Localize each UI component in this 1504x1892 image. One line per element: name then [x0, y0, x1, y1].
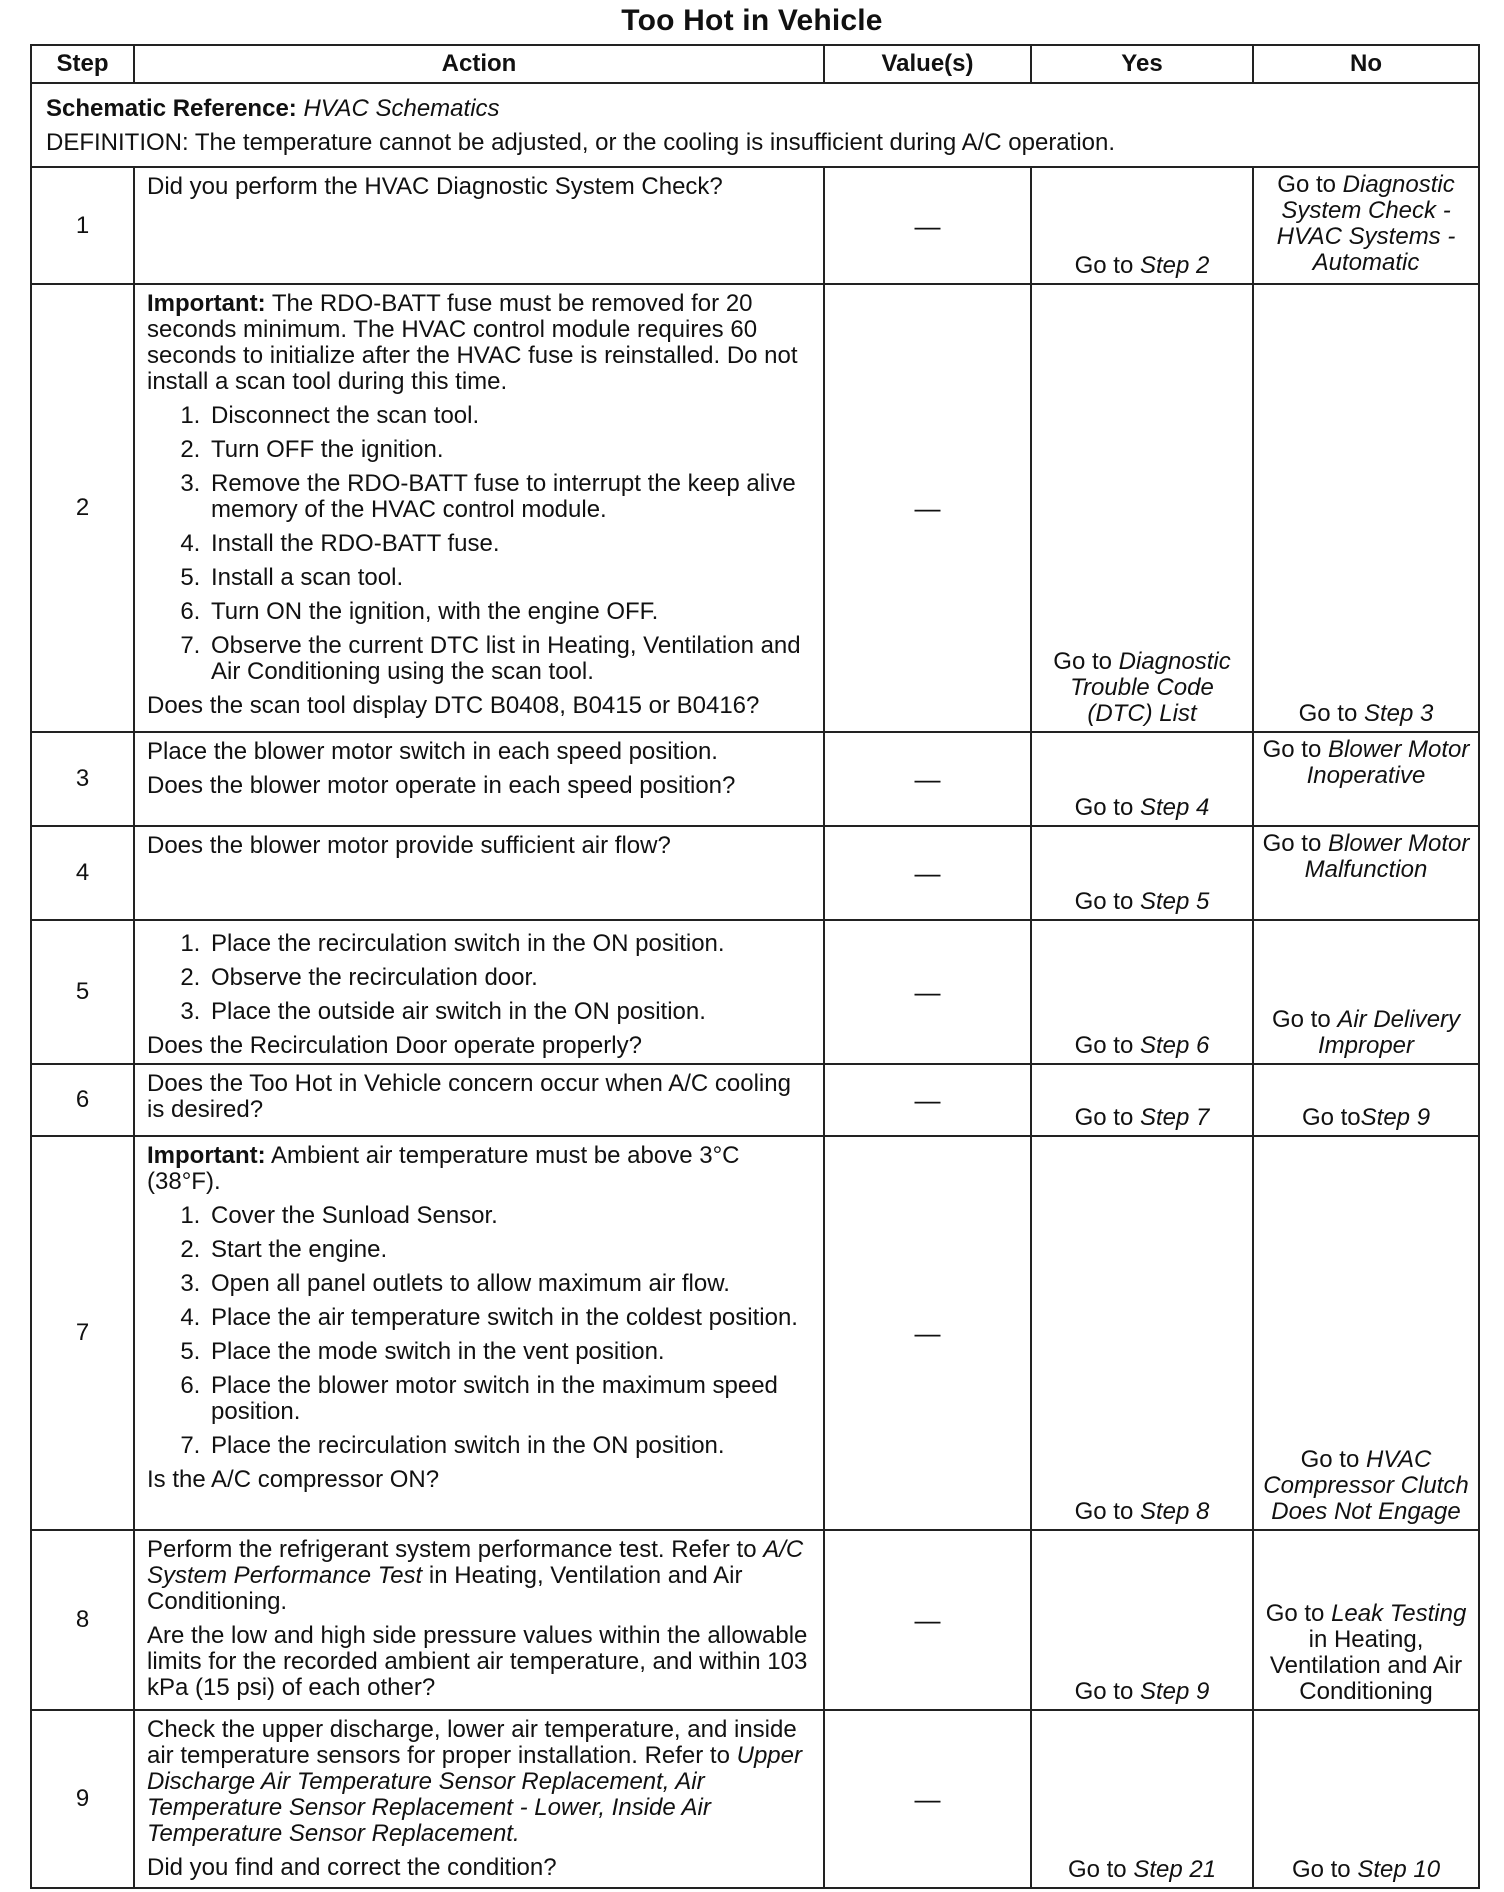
no-link[interactable]: Step 3: [1363, 700, 1434, 727]
col-header-yes: Yes: [1031, 45, 1253, 83]
no-cell: [1253, 167, 1479, 284]
step-question: Did you perform the HVAC Diagnostic System Check?: [147, 173, 723, 200]
procedure-list: [147, 931, 813, 1025]
list-item: 6. Turn ON the ignition, with the engine OFF.: [207, 599, 813, 625]
table-row: [31, 1136, 1479, 1530]
list-item: 1. Place the recirculation switch in the ON position.: [207, 931, 813, 957]
action-cell: [134, 1136, 824, 1530]
instruction-text: Check the upper discharge, lower air temperature, and inside air temperature sensors for proper installation. Refer to: [147, 1716, 797, 1769]
no-cell: [1253, 1136, 1479, 1530]
table-row: [31, 826, 1479, 920]
yes-link[interactable]: Diagnostic Trouble Code (DTC) List: [1070, 648, 1231, 727]
yes-cell: [1031, 1064, 1253, 1136]
col-header-values: Value(s): [824, 45, 1031, 83]
no-prefix: Go to: [1291, 1856, 1358, 1883]
yes-cell: [1031, 167, 1253, 284]
step-question: Are the low and high side pressure values within the allowable limits for the recorded ambient air temperature, and within 103 kPa (15 psi) of each other?: [147, 1622, 808, 1701]
schematic-reference-link[interactable]: HVAC Schematics: [303, 95, 500, 122]
no-prefix: Go to: [1271, 1006, 1338, 1033]
yes-link[interactable]: Step 8: [1139, 1498, 1210, 1525]
yes-prefix: Go to: [1074, 1678, 1140, 1705]
reference-cell: [31, 83, 1479, 167]
important-note: [147, 291, 813, 395]
no-link[interactable]: Step 9: [1360, 1104, 1431, 1131]
reference-row: [31, 83, 1479, 167]
step-question: Is the A/C compressor ON?: [147, 1466, 440, 1493]
definition-text: DEFINITION: The temperature cannot be adjusted, or the cooling is insufficient during A/C operation.: [46, 129, 1116, 156]
list-item: 1. Cover the Sunload Sensor.: [207, 1203, 813, 1229]
reference-link[interactable]: A/C System Performance Test: [147, 1536, 804, 1589]
list-item: 2. Observe the recirculation door.: [207, 965, 813, 991]
yes-prefix: Go to: [1053, 648, 1119, 675]
table-row: [31, 732, 1479, 826]
value-cell: —: [824, 1710, 1031, 1888]
no-cell: [1253, 920, 1479, 1064]
value-cell: —: [824, 167, 1031, 284]
yes-cell: [1031, 920, 1253, 1064]
table-row: [31, 1064, 1479, 1136]
step-number: 2: [31, 284, 134, 732]
header-row: [31, 45, 1479, 83]
schematic-reference-label: Schematic Reference:: [46, 95, 297, 122]
step-question: Does the blower motor operate in each speed position?: [147, 772, 736, 799]
no-prefix: Go to: [1301, 1104, 1361, 1131]
no-link[interactable]: Step 10: [1357, 1856, 1441, 1883]
action-cell: [134, 1710, 824, 1888]
no-link[interactable]: Leak Testing: [1331, 1600, 1467, 1627]
list-item: 3. Remove the RDO-BATT fuse to interrupt the keep alive memory of the HVAC control module.: [207, 471, 813, 523]
value-cell: —: [824, 920, 1031, 1064]
yes-link[interactable]: Step 6: [1139, 1032, 1210, 1059]
yes-cell: [1031, 1136, 1253, 1530]
action-cell: [134, 1064, 824, 1136]
list-item: 5. Place the mode switch in the vent position.: [207, 1339, 813, 1365]
yes-prefix: Go to: [1074, 1032, 1140, 1059]
value-cell: —: [824, 1530, 1031, 1710]
diagnostic-table: [30, 44, 1480, 1889]
action-cell: [134, 826, 824, 920]
list-item: 2. Turn OFF the ignition.: [207, 437, 813, 463]
list-item: 3. Place the outside air switch in the ON position.: [207, 999, 813, 1025]
no-cell: [1253, 1530, 1479, 1710]
step-number: 4: [31, 826, 134, 920]
list-item: 5. Install a scan tool.: [207, 565, 813, 591]
list-item: 1. Disconnect the scan tool.: [207, 403, 813, 429]
no-prefix: Go to: [1300, 1446, 1366, 1473]
no-link[interactable]: Air Delivery Improper: [1317, 1006, 1461, 1059]
step-number: 8: [31, 1530, 134, 1710]
no-prefix: Go to: [1262, 736, 1328, 763]
yes-link[interactable]: Step 2: [1139, 252, 1210, 279]
yes-cell: [1031, 732, 1253, 826]
step-number: 5: [31, 920, 134, 1064]
no-link[interactable]: Blower Motor Inoperative: [1306, 736, 1470, 789]
no-prefix: Go to: [1262, 830, 1328, 857]
table-row: [31, 1530, 1479, 1710]
action-cell: [134, 167, 824, 284]
col-header-step: Step: [31, 45, 134, 83]
important-text: The RDO-BATT fuse must be removed for 20 seconds minimum. The HVAC control module requires 60 seconds to initialize after the HVAC fuse is reinstalled. Do not install a scan tool during this time.: [147, 290, 798, 395]
table-row: [31, 1710, 1479, 1888]
yes-link[interactable]: Step 4: [1139, 794, 1210, 821]
yes-link[interactable]: Step 9: [1139, 1678, 1210, 1705]
step-instruction: [147, 1717, 813, 1847]
step-question: Does the Recirculation Door operate properly?: [147, 1032, 642, 1059]
important-text: Ambient air temperature must be above 3°C (38°F).: [147, 1142, 740, 1195]
step-instruction: [147, 1537, 813, 1615]
value-cell: —: [824, 284, 1031, 732]
important-note: [147, 1143, 813, 1195]
reference-link[interactable]: Upper Discharge Air Temperature Sensor Replacement, Air Temperature Sensor Replacement - Lower, Inside Air Temperature Sensor Replacement.: [147, 1742, 802, 1847]
no-suffix: in Heating, Ventilation and Air Conditioning: [1269, 1626, 1463, 1705]
instruction-text: Perform the refrigerant system performance test. Refer to: [147, 1536, 764, 1563]
important-label: Important:: [147, 290, 266, 317]
step-question: Did you find and correct the condition?: [147, 1854, 557, 1881]
step-number: 3: [31, 732, 134, 826]
yes-prefix: Go to: [1074, 1498, 1140, 1525]
list-item: 6. Place the blower motor switch in the maximum speed position.: [207, 1373, 813, 1425]
list-item: 3. Open all panel outlets to allow maximum air flow.: [207, 1271, 813, 1297]
no-cell: [1253, 1064, 1479, 1136]
step-question: Does the Too Hot in Vehicle concern occur when A/C cooling is desired?: [147, 1070, 791, 1123]
yes-cell: [1031, 1710, 1253, 1888]
yes-prefix: Go to: [1074, 252, 1140, 279]
action-cell: [134, 732, 824, 826]
yes-prefix: Go to: [1074, 794, 1140, 821]
step-number: 9: [31, 1710, 134, 1888]
list-item: 7. Observe the current DTC list in Heating, Ventilation and Air Conditioning using the scan tool.: [207, 633, 813, 685]
instruction-text: in Heating, Ventilation and Air Conditioning.: [147, 1562, 743, 1615]
list-item: 7. Place the recirculation switch in the ON position.: [207, 1433, 813, 1459]
no-cell: [1253, 732, 1479, 826]
yes-cell: [1031, 1530, 1253, 1710]
no-link[interactable]: Diagnostic System Check - HVAC Systems - Automatic: [1276, 171, 1456, 276]
step-number: 6: [31, 1064, 134, 1136]
action-cell: [134, 284, 824, 732]
step-instruction: Place the blower motor switch in each speed position.: [147, 738, 718, 765]
yes-prefix: Go to: [1074, 1104, 1140, 1131]
procedure-list: [147, 1203, 813, 1459]
yes-link[interactable]: Step 5: [1139, 888, 1210, 915]
yes-cell: [1031, 826, 1253, 920]
col-header-action: Action: [134, 45, 824, 83]
no-prefix: Go to: [1277, 171, 1343, 198]
action-cell: [134, 920, 824, 1064]
step-number: 7: [31, 1136, 134, 1530]
table-row: [31, 167, 1479, 284]
value-cell: —: [824, 1136, 1031, 1530]
no-cell: [1253, 1710, 1479, 1888]
procedure-list: [147, 403, 813, 685]
no-link[interactable]: Blower Motor Malfunction: [1304, 830, 1470, 883]
no-prefix: Go to: [1265, 1600, 1332, 1627]
table-row: [31, 284, 1479, 732]
no-cell: [1253, 284, 1479, 732]
yes-prefix: Go to: [1067, 1856, 1134, 1883]
value-cell: —: [824, 732, 1031, 826]
list-item: 2. Start the engine.: [207, 1237, 813, 1263]
list-item: 4. Place the air temperature switch in the coldest position.: [207, 1305, 813, 1331]
step-number: 1: [31, 167, 134, 284]
page-title: Too Hot in Vehicle: [621, 4, 883, 37]
action-cell: [134, 1530, 824, 1710]
step-question: Does the scan tool display DTC B0408, B0415 or B0416?: [147, 692, 760, 719]
value-cell: —: [824, 826, 1031, 920]
list-item: 4. Install the RDO-BATT fuse.: [207, 531, 813, 557]
step-question: Does the blower motor provide sufficient air flow?: [147, 832, 671, 859]
table-row: [31, 920, 1479, 1064]
yes-cell: [1031, 284, 1253, 732]
yes-prefix: Go to: [1074, 888, 1140, 915]
no-cell: [1253, 826, 1479, 920]
yes-link[interactable]: Step 21: [1133, 1856, 1217, 1883]
no-prefix: Go to: [1298, 700, 1364, 727]
value-cell: —: [824, 1064, 1031, 1136]
yes-link[interactable]: Step 7: [1139, 1104, 1210, 1131]
important-label: Important:: [147, 1142, 266, 1169]
no-link[interactable]: HVAC Compressor Clutch Does Not Engage: [1263, 1446, 1469, 1525]
col-header-no: No: [1253, 45, 1479, 83]
